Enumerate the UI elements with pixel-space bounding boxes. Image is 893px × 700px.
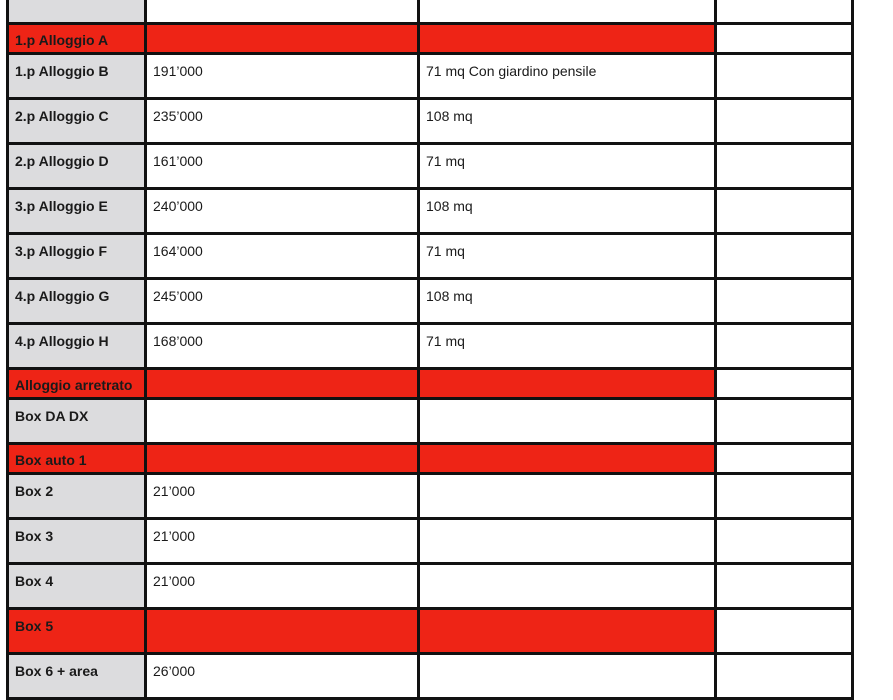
table-row <box>8 399 853 444</box>
table-row-section <box>8 24 853 54</box>
unit-label-cell: Box 3 <box>8 519 146 564</box>
note-cell <box>716 519 853 564</box>
size-cell <box>419 24 716 54</box>
note-cell <box>716 99 853 144</box>
unit-label-cell: Box 6 + area <box>8 654 146 699</box>
unit-label-cell: Box 4 <box>8 564 146 609</box>
note-cell <box>716 474 853 519</box>
table-row-section <box>8 444 853 474</box>
price-cell: 168’000 <box>146 324 419 369</box>
size-cell: 108 mq <box>419 99 716 144</box>
price-cell <box>146 609 419 654</box>
price-cell <box>146 399 419 444</box>
note-cell <box>716 24 853 54</box>
price-cell: 21’000 <box>146 474 419 519</box>
price-cell: 235’000 <box>146 99 419 144</box>
price-cell: 21’000 <box>146 564 419 609</box>
table-row <box>8 324 853 369</box>
note-cell <box>716 234 853 279</box>
table-row <box>8 474 853 519</box>
table-row <box>8 279 853 324</box>
table-row <box>8 144 853 189</box>
note-cell <box>716 399 853 444</box>
size-cell <box>419 609 716 654</box>
price-cell: 21’000 <box>146 519 419 564</box>
size-cell: 71 mq <box>419 234 716 279</box>
unit-label-cell: 1.p Alloggio A <box>8 24 146 54</box>
note-cell <box>716 564 853 609</box>
size-cell <box>419 369 716 399</box>
note-cell <box>716 369 853 399</box>
size-cell: 71 mq Con giardino pensile <box>419 54 716 99</box>
price-table <box>6 0 854 700</box>
size-cell: 108 mq <box>419 279 716 324</box>
unit-label-cell: Box auto 1 <box>8 444 146 474</box>
table-row <box>8 234 853 279</box>
note-cell <box>716 609 853 654</box>
table-row-section <box>8 609 853 654</box>
note-cell <box>716 54 853 99</box>
unit-label-cell: Box DA DX <box>8 399 146 444</box>
size-cell <box>419 519 716 564</box>
size-cell <box>419 399 716 444</box>
size-cell: 71 mq <box>419 144 716 189</box>
note-cell <box>716 144 853 189</box>
table-row <box>8 564 853 609</box>
size-cell: 71 mq <box>419 324 716 369</box>
note-cell <box>716 324 853 369</box>
table-row <box>8 654 853 699</box>
price-cell: 240’000 <box>146 189 419 234</box>
table-row <box>8 54 853 99</box>
unit-label-cell: 2.p Alloggio D <box>8 144 146 189</box>
note-cell <box>716 279 853 324</box>
unit-label-cell: Box 2 <box>8 474 146 519</box>
size-cell <box>419 564 716 609</box>
unit-label-cell: 3.p Alloggio F <box>8 234 146 279</box>
price-cell: 164’000 <box>146 234 419 279</box>
price-cell: 245’000 <box>146 279 419 324</box>
note-cell <box>716 0 853 24</box>
unit-label-cell: Box 5 <box>8 609 146 654</box>
price-cell <box>146 369 419 399</box>
unit-label-cell: 1.p Alloggio B <box>8 54 146 99</box>
unit-label-cell: 3.p Alloggio E <box>8 189 146 234</box>
note-cell <box>716 654 853 699</box>
price-cell: 161’000 <box>146 144 419 189</box>
size-cell <box>419 444 716 474</box>
table-row <box>8 519 853 564</box>
price-cell <box>146 444 419 474</box>
size-cell: 108 mq <box>419 189 716 234</box>
note-cell <box>716 189 853 234</box>
table-row <box>8 0 853 24</box>
unit-label-cell <box>8 0 146 24</box>
table-row <box>8 99 853 144</box>
price-cell: 191’000 <box>146 54 419 99</box>
price-cell <box>146 24 419 54</box>
size-cell <box>419 474 716 519</box>
unit-label-cell: 4.p Alloggio G <box>8 279 146 324</box>
price-cell: 26’000 <box>146 654 419 699</box>
price-cell <box>146 0 419 24</box>
table-row <box>8 189 853 234</box>
size-cell <box>419 0 716 24</box>
unit-label-cell: 4.p Alloggio H <box>8 324 146 369</box>
table-row-section <box>8 369 853 399</box>
note-cell <box>716 444 853 474</box>
unit-label-cell: Alloggio arretrato <box>8 369 146 399</box>
unit-label-cell: 2.p Alloggio C <box>8 99 146 144</box>
size-cell <box>419 654 716 699</box>
